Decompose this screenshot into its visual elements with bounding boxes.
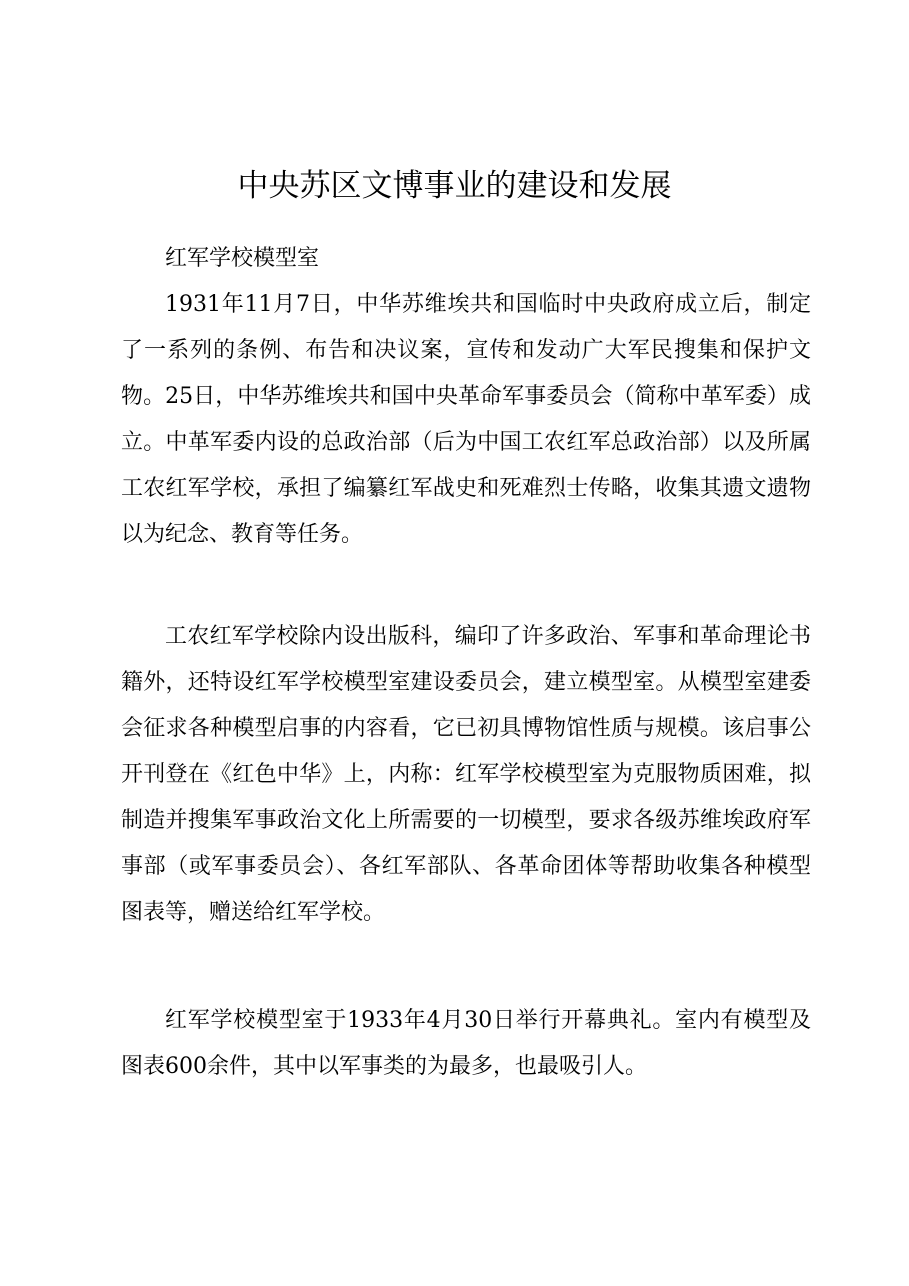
section-heading-text: 红军学校模型室 (165, 246, 320, 271)
paragraph-3 (121, 998, 811, 1090)
paragraph-2-text: 工农红军学校除内设出版科，编印了许多政治、军事和革命理论书籍外，还特设红军学校模型室建设委员会，建立模型室。从模型室建委会征求各种模型启事的内容看，它已初具博物馆性质与规模。该启事公开刊登在《红色中华》上，内称：红军学校模型室为克服物质困难，拟制造并搜集军事政治文化上所需要的一切模型，要求各级苏维埃政府军事部（或军事委员会）、各红军部队、各革命团体等帮助收集各种模型图表等，赠送给红军学校。 (121, 624, 811, 925)
section-heading (121, 236, 811, 282)
paragraph-3-text: 红军学校模型室于1933年4月30日举行开幕典礼。室内有模型及图表600余件，其中以军事类的为最多，也最吸引人。 (121, 1008, 811, 1079)
paragraph-2 (121, 614, 811, 936)
document-title: 中央苏区文博事业的建设和发展 (237, 168, 672, 204)
paragraph-1-text: 1931年11月7日，中华苏维埃共和国临时中央政府成立后，制定了一系列的条例、布告和决议案，宣传和发动广大军民搜集和保护文物。25日，中华苏维埃共和国中央革命军事委员会（简称中革军委）成立。中革军委内设的总政治部（后为中国工农红军总政治部）以及所属工农红军学校，承担了编纂红军战史和死难烈士传略，收集其遗文遗物以为纪念、教育等任务。 (121, 292, 811, 547)
paragraph-1 (121, 282, 811, 558)
